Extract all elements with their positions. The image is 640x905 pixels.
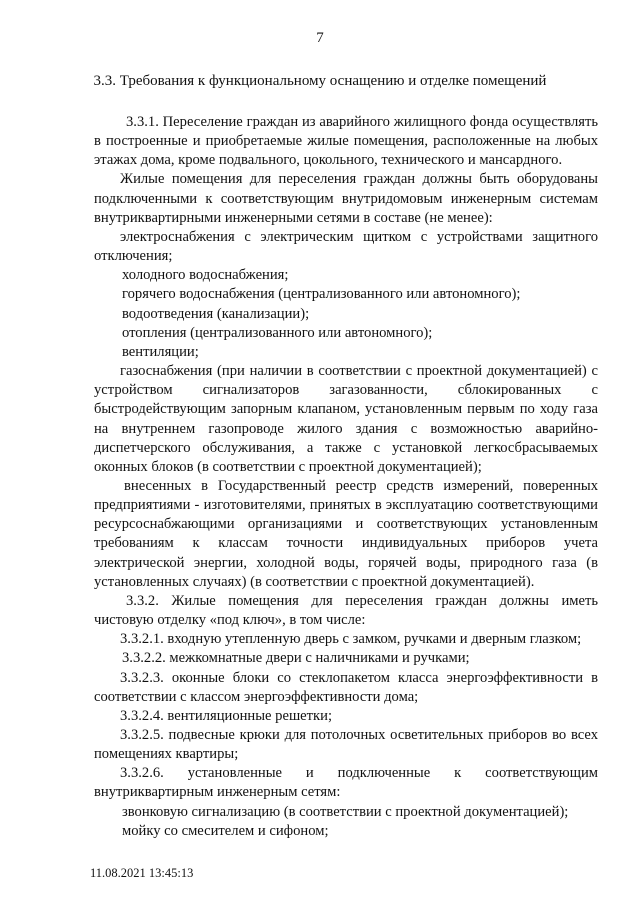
list-item-cold-water: холодного водоснабжения; — [122, 267, 289, 284]
page-number: 7 — [316, 30, 324, 46]
list-item-meters: внесенных в Государственный реестр средств измерений, поверенных предприятиями - изготовителями, принятых в эксплуатацию соответствующими ресурсоснабжающими организациями и соответствующих установленным требованиям к классам точности индивидуальных приборов учета электрической энергии, холодной воды, горячей воды, природного газа (в установленных случаях) (в соответствии с проектной документацией). — [94, 477, 598, 590]
paragraph-3-3-2-5: 3.3.2.5. подвесные крюки для потолочных осветительных приборов во всех помещениях квартиры; — [94, 727, 598, 763]
list-item-sewerage: водоотведения (канализации); — [122, 305, 310, 322]
paragraph-3-3-2-3: 3.3.2.3. оконные блоки со стеклопакетом класса энергоэффективности в соответствии с классом энергоэффективности дома; — [94, 669, 598, 705]
list-item-gas: газоснабжения (при наличии в соответствии с проектной документацией) с устройством сигнализаторов загазованности, сблокированных с быстродействующим запорным клапаном, установленным первым по ходу газа на внутреннем газопроводе жилого здания с возможностью аварийно-диспетчерского обслуживания, а также с установкой легкосбрасываемых оконных блоков (в соответствии с проектной документацией); — [94, 363, 598, 475]
paragraph-3-3-2: 3.3.2. Жилые помещения для переселения граждан должны иметь чистовую отделку «под ключ», в том числе: — [94, 592, 598, 629]
paragraph-3-3-2-2: 3.3.2.2. межкомнатные двери с наличниками и ручками; — [122, 650, 470, 667]
paragraph-3-3-2-4: 3.3.2.4. вентиляционные решетки; — [120, 707, 332, 724]
document-body — [94, 113, 598, 841]
section-heading: 3.3. Требования к функциональному оснащению и отделке помещений — [93, 73, 547, 89]
list-item-electricity: электроснабжения с электрическим щитком с устройствами защитного отключения; — [94, 228, 598, 265]
paragraph-3-3-2-1: 3.3.2.1. входную утепленную дверь с замком, ручками и дверным глазком; — [120, 631, 582, 648]
list-item-hot-water: горячего водоснабжения (централизованного или автономного); — [122, 286, 521, 303]
paragraph-3-3-1: 3.3.1. Переселение граждан из аварийного жилищного фонда осуществлять в построенные и приобретаемые жилые помещения, расположенные на любых этажах дома, кроме подвального, цокольного, технического и мансардного. — [94, 114, 598, 169]
paragraph-requirements-intro: Жилые помещения для переселения граждан должны быть оборудованы подключенными к соответствующим внутридомовым инженерным системам внутриквартирными инженерными сетями в составе (не менее): — [94, 171, 598, 226]
list-item-doorbell: звонковую сигнализацию (в соответствии с проектной документацией); — [122, 803, 569, 820]
paragraph-3-3-2-6: 3.3.2.6. установленные и подключенные к соответствующим внутриквартирным инженерным сетям: — [94, 765, 598, 801]
list-item-heating: отопления (централизованного или автономного); — [122, 324, 433, 341]
footer-timestamp: 11.08.2021 13:45:13 — [90, 866, 194, 880]
list-item-sink: мойку со смесителем и сифоном; — [122, 822, 329, 839]
list-item-ventilation: вентиляции; — [122, 343, 199, 360]
